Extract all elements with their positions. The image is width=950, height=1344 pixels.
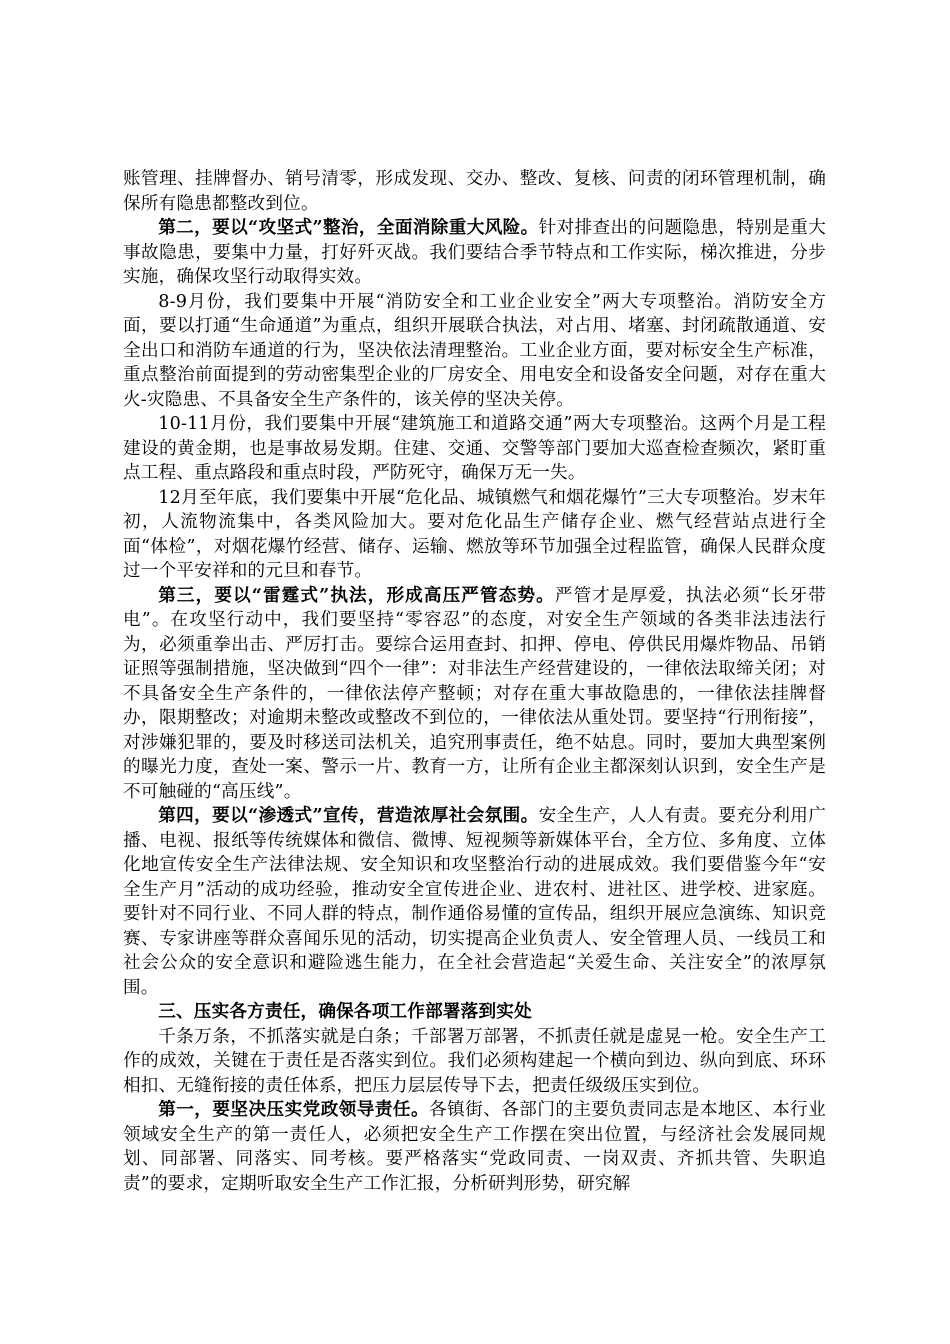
paragraph-text: 8-9月份，我们要集中开展“消防安全和工业企业安全”两大专项整治。消防安全方面，要以打通“生命通道”为重点，组织开展联合执法，对占用、堵塞、封闭疏散通道、安全出口和消防车通道的行为，坚决依法清理整治。工业企业方面，要对标安全生产标准，重点整治前面提到的劳动密集型企业的厂房安全、用电安全和设备安全问题，对存在重大火-灾隐患、不具备安全生产条件的，该关停的坚决关停。 (123, 291, 826, 410)
paragraph-text: 账管理、挂牌督办、销号清零，形成发现、交办、整改、复核、问责的闭环管理机制，确保所有隐患都整改到位。 (123, 169, 826, 214)
paragraph-third-point (123, 584, 826, 805)
paragraph-oct-nov (123, 412, 826, 486)
paragraph-second-point (123, 216, 826, 290)
paragraph-continuation (123, 167, 826, 216)
section-heading (123, 1000, 826, 1025)
paragraph-heading: 第四，要以“渗透式”宣传，营造浓厚社会氛围。 (158, 805, 539, 826)
paragraph-text: 千条万条，不抓落实就是白条；千部署万部署，不抓责任就是虚晃一枪。安全生产工作的成效，关键在于责任是否落实到位。我们必须构建起一个横向到边、纵向到底、环环相扣、无缝衔接的责任体系，把压力层层传导下去，把责任级级压实到位。 (123, 1026, 826, 1096)
paragraph-heading: 第二，要以“攻坚式”整治，全面消除重大风险。 (158, 217, 539, 238)
document-body (123, 167, 826, 1196)
paragraph-aug-sep (123, 290, 826, 413)
paragraph-heading: 第三，要以“雷霆式”执法，形成高压严管态势。 (158, 584, 555, 606)
paragraph-text: 10-11月份，我们要集中开展“建筑施工和道路交通”两大专项整治。这两个月是工程建设的黄金期，也是事故易发期。住建、交通、交警等部门要加大巡查检查频次，紧盯重点工程、重点路段和重点时段，严防死守，确保万无一失。 (123, 414, 826, 483)
paragraph-section-intro (123, 1025, 826, 1099)
paragraph-december (123, 486, 826, 584)
section-title: 三、压实各方责任，确保各项工作部署落到实处 (158, 1001, 532, 1022)
paragraph-fourth-point (123, 804, 826, 1000)
paragraph-first-responsibility (123, 1098, 826, 1196)
paragraph-text: 各镇街、各部门的主要负责同志是本地区、本行业领域安全生产的第一责任人，必须把安全生产工作摆在突出位置，与经济社会发展同规划、同部署、同落实、同考核。要严格落实“党政同责、一岗双责、齐抓共管、失职追责”的要求，定期听取安全生产工作汇报，分析研判形势，研究解 (123, 1100, 826, 1194)
paragraph-text: 12月至年底，我们要集中开展“危化品、城镇燃气和烟花爆竹”三大专项整治。岁末年初，人流物流集中，各类风险加大。要对危化品生产储存企业、燃气经营站点进行全面“体检”，对烟花爆竹经营、储存、运输、燃放等环节加强全过程监管，确保人民群众度过一个平安祥和的元旦和春节。 (123, 487, 826, 581)
paragraph-heading: 第一，要坚决压实党政领导责任。 (158, 1099, 430, 1120)
paragraph-text: 安全生产，人人有责。要充分利用广播、电视、报纸等传统媒体和微信、微博、短视频等新媒体平台，全方位、多角度、立体化地宣传安全生产法律法规、安全知识和攻坚整治行动的进展成效。我们要借鉴今年“安全生产月”活动的成功经验，推动安全宣传进企业、进农村、进社区、进学校、进家庭。要针对不同行业、不同人群的特点，制作通俗易懂的宣传品，组织开展应急演练、知识竞赛、专家讲座等群众喜闻乐见的活动，切实提高企业负责人、安全管理人员、一线员工和社会公众的安全意识和避险逃生能力，在全社会营造起“关爱生命、关注安全”的浓厚氛围。 (123, 806, 826, 998)
paragraph-text: 针对排查出的问题隐患，特别是重大事故隐患，要集中力量，打好歼灭战。我们要结合季节特点和工作实际，梯次推进，分步实施，确保攻坚行动取得实效。 (123, 218, 826, 287)
paragraph-text: 严管才是厚爱，执法必须“长牙带电”。在攻坚行动中，我们要坚持“零容忍”的态度，对安全生产领域的各类非法违法行为，必须重拳出击、严厉打击。要综合运用查封、扣押、停电、停供民用爆炸物品、吊销证照等强制措施，坚决做到“四个一律”：对非法生产经营建设的，一律依法取缔关闭；对不具备安全生产条件的，一律依法停产整顿；对存在重大事故隐患的，一律依法挂牌督办，限期整改；对逾期未整改或整改不到位的，一律依法从重处罚。要坚持“行刑衔接”，对涉嫌犯罪的，要及时移送司法机关，追究刑事责任，绝不姑息。同时，要加大典型案例的曝光力度，查处一案、警示一片、教育一方，让所有企业主都深刻认识到，安全生产是不可触碰的“高压线”。 (123, 585, 826, 802)
